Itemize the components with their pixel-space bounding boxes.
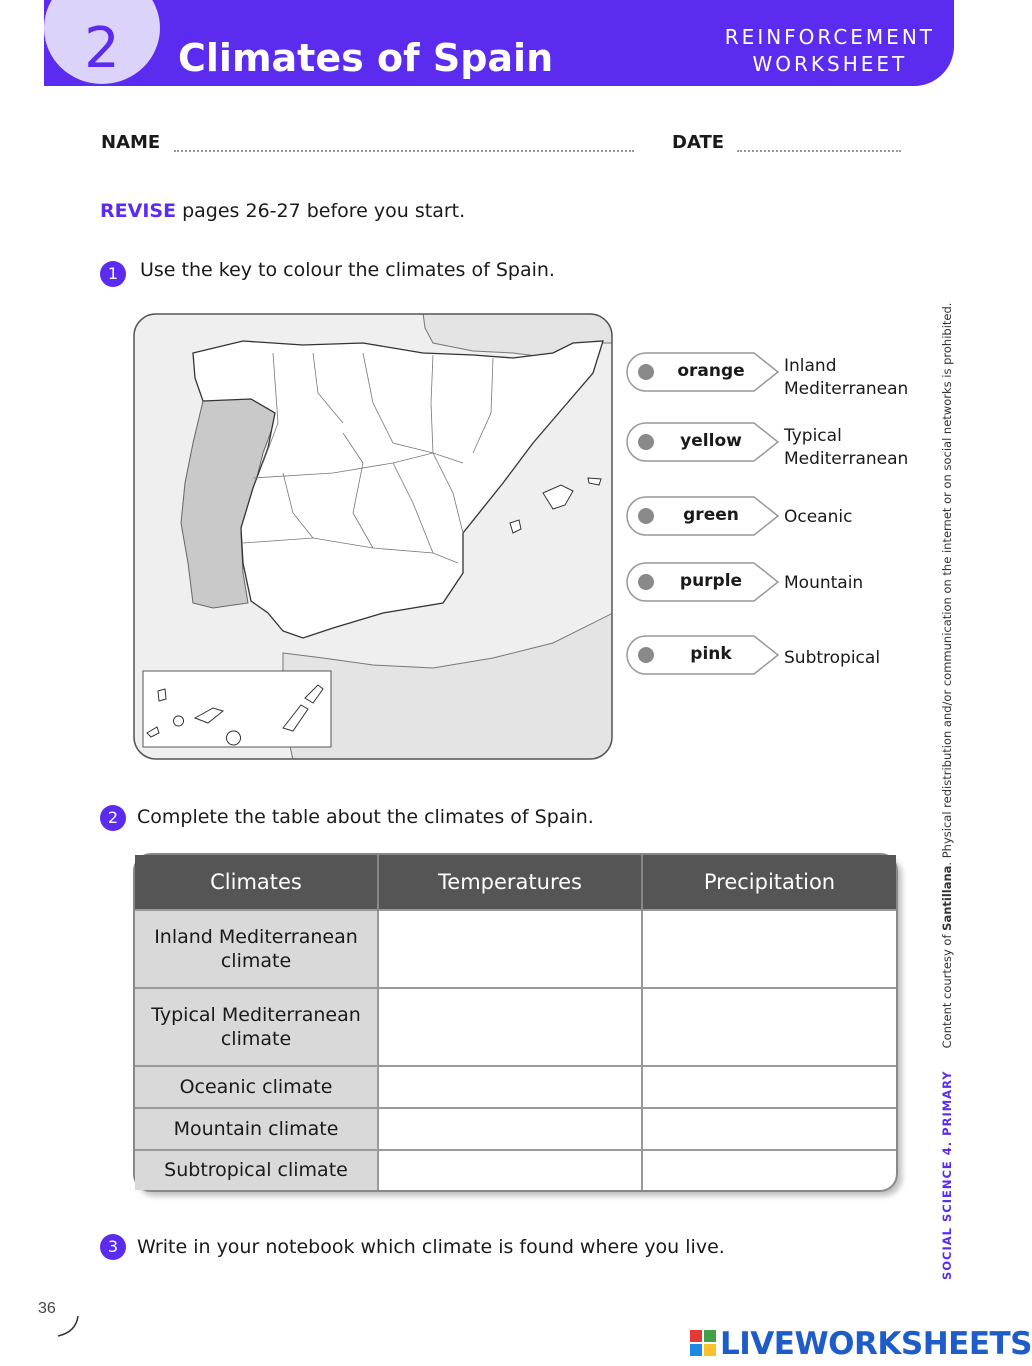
table-header: Temperatures <box>378 855 642 910</box>
climate-name-line1: Inland Mediterranean <box>154 925 358 948</box>
credit-brand: Santillana <box>940 865 954 931</box>
temperatures-cell[interactable] <box>378 910 642 988</box>
precipitation-cell[interactable] <box>642 910 896 988</box>
key-label <box>784 647 880 670</box>
climate-name-cell: Oceanic climate <box>135 1066 378 1108</box>
credit-prefix: Content courtesy of <box>940 930 954 1049</box>
table-row <box>135 910 896 988</box>
key-label <box>784 506 852 529</box>
temperatures-cell[interactable] <box>378 1108 642 1150</box>
key-colour: orange <box>677 361 745 381</box>
unit-number: 2 <box>84 16 120 81</box>
temperatures-cell[interactable] <box>378 1150 642 1190</box>
temperatures-cell[interactable] <box>378 1066 642 1108</box>
key-label-line1: Mountain <box>784 573 864 593</box>
precipitation-cell[interactable] <box>642 1108 896 1150</box>
key-label-line1: Typical <box>784 426 842 446</box>
key-colour: yellow <box>680 431 742 451</box>
question-2-number: 2 <box>100 805 126 831</box>
revise-text: pages 26-27 before you start. <box>176 200 466 222</box>
temperatures-cell[interactable] <box>378 988 642 1066</box>
table-row <box>135 1108 896 1150</box>
worksheet-type <box>725 24 935 78</box>
climate-name-cell: Mountain climate <box>135 1108 378 1150</box>
climates-table <box>133 853 898 1192</box>
question-3-text: Write in your notebook which climate is found where you live. <box>137 1236 725 1258</box>
table-row <box>135 1150 896 1190</box>
question-2-text: Complete the table about the climates of Spain. <box>137 806 594 828</box>
question-1-number: 1 <box>100 261 126 287</box>
precipitation-cell[interactable] <box>642 988 896 1066</box>
question-1-text: Use the key to colour the climates of Spain. <box>140 259 555 281</box>
page-number: 36 <box>38 1300 56 1317</box>
climate-name-line2: climate <box>220 949 292 972</box>
credit-suffix: . Physical redistribution and/or communication on the internet or on social networks is prohibited. <box>940 302 954 866</box>
side-credit <box>940 303 954 1280</box>
climate-name-line1: Typical Mediterranean <box>151 1003 361 1026</box>
key-label-line2: Mediterranean <box>784 449 909 469</box>
table-header: Climates <box>135 855 378 910</box>
table-header: Precipitation <box>642 855 896 910</box>
liveworksheets-logo-icon <box>690 1330 716 1356</box>
worksheet-type-line1: REINFORCEMENT <box>724 25 935 49</box>
liveworksheets-brand[interactable]: LIVEWORKSHEETS <box>720 1326 1032 1362</box>
climate-name-cell <box>135 910 378 988</box>
question-3-number: 3 <box>100 1234 126 1260</box>
climate-name-cell: Subtropical climate <box>135 1150 378 1190</box>
revise-keyword: REVISE <box>100 200 177 222</box>
precipitation-cell[interactable] <box>642 1066 896 1108</box>
worksheet-type-line2: WORKSHEET <box>752 52 908 76</box>
key-colour: purple <box>679 571 743 591</box>
date-field[interactable] <box>737 150 901 152</box>
subject-label: SOCIAL SCIENCE 4. PRIMARY <box>940 1070 954 1280</box>
page-corner-curl-icon <box>56 1314 82 1338</box>
spain-map <box>133 313 613 760</box>
name-field[interactable] <box>174 150 634 152</box>
key-label <box>784 425 908 471</box>
key-label-line2: Mediterranean <box>784 379 909 399</box>
key-label-line1: Subtropical <box>784 648 881 668</box>
page-title: Climates of Spain <box>178 36 554 80</box>
table-row <box>135 1066 896 1108</box>
revise-instruction <box>100 200 465 222</box>
precipitation-cell[interactable] <box>642 1150 896 1190</box>
key-label-line1: Inland <box>784 356 837 376</box>
name-label: NAME <box>101 132 161 153</box>
climate-name-cell <box>135 988 378 1066</box>
date-label: DATE <box>672 132 725 153</box>
key-colour: green <box>683 505 739 525</box>
key-label <box>784 355 908 401</box>
table-row <box>135 988 896 1066</box>
key-label <box>784 572 863 595</box>
climate-name-line2: climate <box>220 1027 292 1050</box>
key-colour: pink <box>690 644 732 664</box>
key-label-line1: Oceanic <box>784 507 853 527</box>
